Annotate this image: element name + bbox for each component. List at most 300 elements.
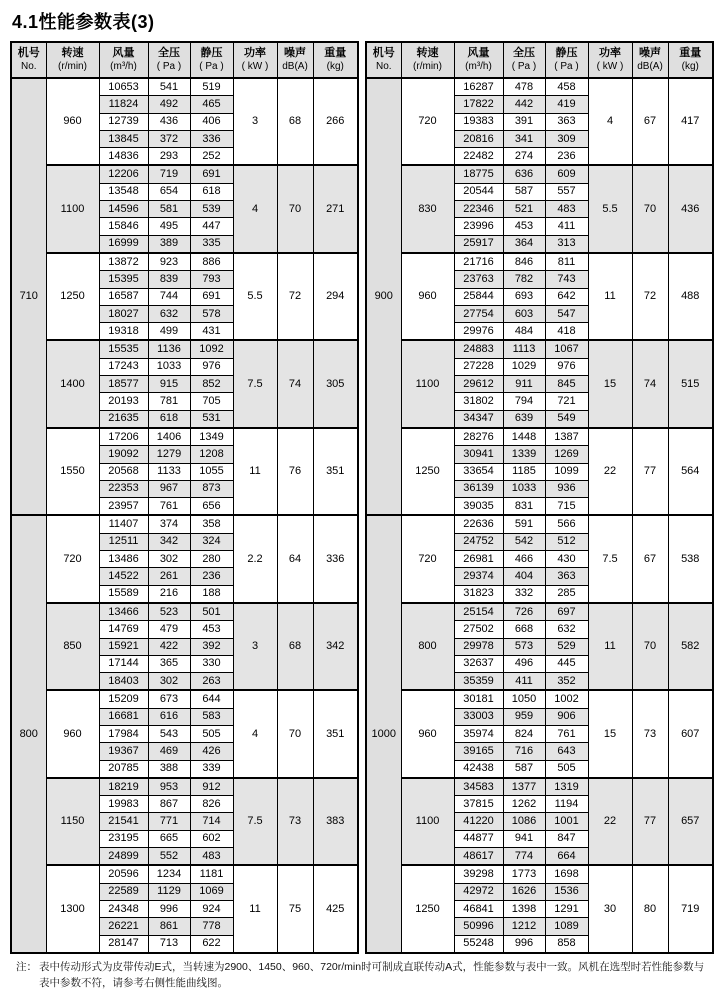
airflow-cell: 35974 xyxy=(454,725,503,742)
airflow-cell: 25154 xyxy=(454,603,503,621)
static-pressure-cell: 483 xyxy=(190,848,233,866)
static-pressure-cell: 411 xyxy=(545,218,588,235)
total-pressure-cell: 1262 xyxy=(503,796,545,813)
static-pressure-cell: 656 xyxy=(190,498,233,516)
table-body xyxy=(366,78,713,953)
airflow-cell: 34347 xyxy=(454,410,503,428)
total-pressure-cell: 1234 xyxy=(148,865,190,883)
static-pressure-cell: 912 xyxy=(190,778,233,796)
column-unit: (r/min) xyxy=(58,61,87,73)
total-pressure-cell: 1398 xyxy=(503,900,545,917)
table-row xyxy=(366,603,713,621)
airflow-cell: 29976 xyxy=(454,323,503,341)
airflow-cell: 33003 xyxy=(454,708,503,725)
static-pressure-cell: 811 xyxy=(545,253,588,271)
static-pressure-cell: 622 xyxy=(190,935,233,953)
power-cell: 3 xyxy=(233,78,277,165)
column-unit: dB(A) xyxy=(637,61,663,73)
column-name: 风量 xyxy=(467,47,490,60)
column-header-1 xyxy=(401,42,454,78)
total-pressure-cell: 1029 xyxy=(503,358,545,375)
column-name: 机号 xyxy=(17,47,40,60)
power-cell: 7.5 xyxy=(233,778,277,865)
total-pressure-cell: 967 xyxy=(148,480,190,497)
table-row xyxy=(11,253,358,271)
airflow-cell: 23996 xyxy=(454,218,503,235)
power-cell: 11 xyxy=(588,603,632,690)
noise-cell: 80 xyxy=(632,865,668,952)
total-pressure-cell: 861 xyxy=(148,918,190,935)
static-pressure-cell: 336 xyxy=(190,130,233,147)
total-pressure-cell: 632 xyxy=(148,305,190,322)
total-pressure-cell: 469 xyxy=(148,743,190,760)
total-pressure-cell: 846 xyxy=(503,253,545,271)
power-cell: 30 xyxy=(588,865,632,952)
total-pressure-cell: 302 xyxy=(148,673,190,691)
static-pressure-cell: 1002 xyxy=(545,690,588,708)
airflow-cell: 28147 xyxy=(99,935,148,953)
airflow-cell: 19983 xyxy=(99,796,148,813)
column-header-0 xyxy=(11,42,46,78)
static-pressure-cell: 358 xyxy=(190,515,233,533)
airflow-cell: 27754 xyxy=(454,305,503,322)
airflow-cell: 35359 xyxy=(454,673,503,691)
total-pressure-cell: 603 xyxy=(503,305,545,322)
static-pressure-cell: 352 xyxy=(545,673,588,691)
speed-cell: 960 xyxy=(46,78,99,165)
weight-cell: 436 xyxy=(668,165,713,252)
airflow-cell: 42972 xyxy=(454,883,503,900)
airflow-cell: 21716 xyxy=(454,253,503,271)
column-unit: ( Pa ) xyxy=(156,61,182,73)
static-pressure-cell: 1194 xyxy=(545,796,588,813)
total-pressure-cell: 542 xyxy=(503,533,545,550)
total-pressure-cell: 1212 xyxy=(503,918,545,935)
static-pressure-cell: 1269 xyxy=(545,446,588,463)
total-pressure-cell: 422 xyxy=(148,638,190,655)
airflow-cell: 32637 xyxy=(454,655,503,672)
column-name: 功率 xyxy=(599,47,621,60)
noise-cell: 68 xyxy=(277,78,313,165)
static-pressure-cell: 873 xyxy=(190,480,233,497)
airflow-cell: 11407 xyxy=(99,515,148,533)
column-name: 重量 xyxy=(679,47,702,60)
total-pressure-cell: 216 xyxy=(148,585,190,603)
total-pressure-cell: 618 xyxy=(148,410,190,428)
power-cell: 2.2 xyxy=(233,515,277,602)
total-pressure-cell: 436 xyxy=(148,113,190,130)
table-header xyxy=(366,42,713,78)
airflow-cell: 16681 xyxy=(99,708,148,725)
speed-cell: 720 xyxy=(401,78,454,165)
airflow-cell: 55248 xyxy=(454,935,503,953)
airflow-cell: 20785 xyxy=(99,760,148,778)
airflow-cell: 50996 xyxy=(454,918,503,935)
total-pressure-cell: 411 xyxy=(503,673,545,691)
noise-cell: 74 xyxy=(277,340,313,427)
total-pressure-cell: 616 xyxy=(148,708,190,725)
airflow-cell: 22346 xyxy=(454,201,503,218)
total-pressure-cell: 771 xyxy=(148,813,190,830)
airflow-cell: 14769 xyxy=(99,621,148,638)
airflow-cell: 15921 xyxy=(99,638,148,655)
static-pressure-cell: 1536 xyxy=(545,883,588,900)
table-row xyxy=(11,603,358,621)
static-pressure-cell: 505 xyxy=(190,725,233,742)
table-header xyxy=(11,42,358,78)
column-header-3 xyxy=(148,42,190,78)
static-pressure-cell: 793 xyxy=(190,271,233,288)
static-pressure-cell: 549 xyxy=(545,410,588,428)
footnote xyxy=(16,959,708,991)
total-pressure-cell: 1448 xyxy=(503,428,545,446)
noise-cell: 70 xyxy=(277,690,313,777)
power-cell: 7.5 xyxy=(588,515,632,602)
total-pressure-cell: 941 xyxy=(503,830,545,847)
power-cell: 5.5 xyxy=(233,253,277,340)
noise-cell: 76 xyxy=(277,428,313,515)
footnote-text: 表中传动形式为皮带传动E式，当转速为2900、1450、960、720r/min时可制成直联传动A式，性能参数与表中一致。风机在选型时若性能参数与表中参数不符，请参考右侧性能曲线图。 xyxy=(39,960,705,990)
airflow-cell: 13486 xyxy=(99,551,148,568)
weight-cell: 657 xyxy=(668,778,713,865)
power-cell: 3 xyxy=(233,603,277,690)
total-pressure-cell: 781 xyxy=(148,393,190,410)
static-pressure-cell: 539 xyxy=(190,201,233,218)
total-pressure-cell: 552 xyxy=(148,848,190,866)
total-pressure-cell: 839 xyxy=(148,271,190,288)
airflow-cell: 27228 xyxy=(454,358,503,375)
speed-cell: 960 xyxy=(401,253,454,340)
static-pressure-cell: 309 xyxy=(545,130,588,147)
total-pressure-cell: 1033 xyxy=(503,480,545,497)
airflow-cell: 16587 xyxy=(99,288,148,305)
column-unit: dB(A) xyxy=(282,61,308,73)
total-pressure-cell: 587 xyxy=(503,760,545,778)
speed-cell: 1250 xyxy=(401,865,454,952)
airflow-cell: 39035 xyxy=(454,498,503,516)
total-pressure-cell: 1406 xyxy=(148,428,190,446)
airflow-cell: 21541 xyxy=(99,813,148,830)
airflow-cell: 17243 xyxy=(99,358,148,375)
airflow-cell: 23763 xyxy=(454,271,503,288)
airflow-cell: 20596 xyxy=(99,865,148,883)
column-header-3 xyxy=(503,42,545,78)
power-cell: 4 xyxy=(233,690,277,777)
column-name: 转速 xyxy=(61,47,84,60)
noise-cell: 72 xyxy=(632,253,668,340)
total-pressure-cell: 665 xyxy=(148,830,190,847)
noise-cell: 74 xyxy=(632,340,668,427)
column-unit: (kg) xyxy=(681,61,699,73)
static-pressure-cell: 924 xyxy=(190,900,233,917)
static-pressure-cell: 906 xyxy=(545,708,588,725)
static-pressure-cell: 447 xyxy=(190,218,233,235)
weight-cell: 383 xyxy=(313,778,358,865)
total-pressure-cell: 1339 xyxy=(503,446,545,463)
total-pressure-cell: 719 xyxy=(148,165,190,183)
airflow-cell: 41220 xyxy=(454,813,503,830)
table-row xyxy=(11,428,358,446)
airflow-cell: 29978 xyxy=(454,638,503,655)
total-pressure-cell: 1113 xyxy=(503,340,545,358)
static-pressure-cell: 406 xyxy=(190,113,233,130)
airflow-cell: 27502 xyxy=(454,621,503,638)
total-pressure-cell: 1086 xyxy=(503,813,545,830)
total-pressure-cell: 484 xyxy=(503,323,545,341)
airflow-cell: 13548 xyxy=(99,183,148,200)
airflow-cell: 22636 xyxy=(454,515,503,533)
static-pressure-cell: 236 xyxy=(190,568,233,585)
speed-cell: 1150 xyxy=(46,778,99,865)
static-pressure-cell: 778 xyxy=(190,918,233,935)
performance-table-right xyxy=(365,41,714,954)
column-name: 噪声 xyxy=(639,47,661,60)
total-pressure-cell: 1133 xyxy=(148,463,190,480)
static-pressure-cell: 426 xyxy=(190,743,233,760)
speed-cell: 830 xyxy=(401,165,454,252)
speed-cell: 1100 xyxy=(46,165,99,252)
airflow-cell: 15395 xyxy=(99,271,148,288)
airflow-cell: 14596 xyxy=(99,201,148,218)
airflow-cell: 24348 xyxy=(99,900,148,917)
performance-table-left xyxy=(10,41,359,954)
airflow-cell: 18219 xyxy=(99,778,148,796)
total-pressure-cell: 654 xyxy=(148,183,190,200)
header-row xyxy=(11,42,358,78)
column-header-0 xyxy=(366,42,401,78)
power-cell: 22 xyxy=(588,778,632,865)
static-pressure-cell: 618 xyxy=(190,183,233,200)
power-cell: 11 xyxy=(233,865,277,952)
total-pressure-cell: 713 xyxy=(148,935,190,953)
static-pressure-cell: 1349 xyxy=(190,428,233,446)
airflow-cell: 33654 xyxy=(454,463,503,480)
airflow-cell: 15535 xyxy=(99,340,148,358)
weight-cell: 582 xyxy=(668,603,713,690)
weight-cell: 538 xyxy=(668,515,713,602)
total-pressure-cell: 1033 xyxy=(148,358,190,375)
total-pressure-cell: 341 xyxy=(503,130,545,147)
airflow-cell: 22353 xyxy=(99,480,148,497)
weight-cell: 417 xyxy=(668,78,713,165)
noise-cell: 77 xyxy=(632,778,668,865)
total-pressure-cell: 923 xyxy=(148,253,190,271)
total-pressure-cell: 716 xyxy=(503,743,545,760)
total-pressure-cell: 639 xyxy=(503,410,545,428)
total-pressure-cell: 391 xyxy=(503,113,545,130)
airflow-cell: 13872 xyxy=(99,253,148,271)
total-pressure-cell: 774 xyxy=(503,848,545,866)
total-pressure-cell: 453 xyxy=(503,218,545,235)
airflow-cell: 15846 xyxy=(99,218,148,235)
table-row xyxy=(366,253,713,271)
airflow-cell: 12206 xyxy=(99,165,148,183)
power-cell: 4 xyxy=(588,78,632,165)
total-pressure-cell: 959 xyxy=(503,708,545,725)
weight-cell: 336 xyxy=(313,515,358,602)
airflow-cell: 19383 xyxy=(454,113,503,130)
static-pressure-cell: 609 xyxy=(545,165,588,183)
static-pressure-cell: 1181 xyxy=(190,865,233,883)
speed-cell: 1400 xyxy=(46,340,99,427)
static-pressure-cell: 419 xyxy=(545,96,588,113)
static-pressure-cell: 335 xyxy=(190,235,233,253)
static-pressure-cell: 705 xyxy=(190,393,233,410)
total-pressure-cell: 1773 xyxy=(503,865,545,883)
speed-cell: 850 xyxy=(46,603,99,690)
airflow-cell: 15209 xyxy=(99,690,148,708)
column-header-2 xyxy=(454,42,503,78)
weight-cell: 351 xyxy=(313,690,358,777)
total-pressure-cell: 523 xyxy=(148,603,190,621)
power-cell: 4 xyxy=(233,165,277,252)
total-pressure-cell: 744 xyxy=(148,288,190,305)
static-pressure-cell: 1089 xyxy=(545,918,588,935)
static-pressure-cell: 761 xyxy=(545,725,588,742)
total-pressure-cell: 374 xyxy=(148,515,190,533)
power-cell: 15 xyxy=(588,340,632,427)
total-pressure-cell: 302 xyxy=(148,551,190,568)
column-unit: (m³/h) xyxy=(110,61,137,73)
total-pressure-cell: 573 xyxy=(503,638,545,655)
airflow-cell: 15589 xyxy=(99,585,148,603)
static-pressure-cell: 1055 xyxy=(190,463,233,480)
noise-cell: 73 xyxy=(632,690,668,777)
total-pressure-cell: 543 xyxy=(148,725,190,742)
airflow-cell: 29612 xyxy=(454,376,503,393)
weight-cell: 719 xyxy=(668,865,713,952)
total-pressure-cell: 479 xyxy=(148,621,190,638)
airflow-cell: 29374 xyxy=(454,568,503,585)
speed-cell: 960 xyxy=(46,690,99,777)
airflow-cell: 14522 xyxy=(99,568,148,585)
airflow-cell: 30181 xyxy=(454,690,503,708)
total-pressure-cell: 492 xyxy=(148,96,190,113)
static-pressure-cell: 714 xyxy=(190,813,233,830)
airflow-cell: 20544 xyxy=(454,183,503,200)
airflow-cell: 17206 xyxy=(99,428,148,446)
column-name: 静压 xyxy=(200,47,223,60)
weight-cell: 266 xyxy=(313,78,358,165)
weight-cell: 294 xyxy=(313,253,358,340)
weight-cell: 271 xyxy=(313,165,358,252)
airflow-cell: 39298 xyxy=(454,865,503,883)
speed-cell: 800 xyxy=(401,603,454,690)
airflow-cell: 23195 xyxy=(99,830,148,847)
total-pressure-cell: 953 xyxy=(148,778,190,796)
airflow-cell: 19367 xyxy=(99,743,148,760)
static-pressure-cell: 557 xyxy=(545,183,588,200)
airflow-cell: 21635 xyxy=(99,410,148,428)
column-header-4 xyxy=(190,42,233,78)
column-header-6 xyxy=(632,42,668,78)
table-row xyxy=(366,515,713,533)
table-row xyxy=(11,865,358,883)
static-pressure-cell: 1208 xyxy=(190,446,233,463)
static-pressure-cell: 886 xyxy=(190,253,233,271)
total-pressure-cell: 404 xyxy=(503,568,545,585)
table-body xyxy=(11,78,358,953)
total-pressure-cell: 1050 xyxy=(503,690,545,708)
weight-cell: 342 xyxy=(313,603,358,690)
total-pressure-cell: 867 xyxy=(148,796,190,813)
column-unit: ( Pa ) xyxy=(511,61,537,73)
column-name: 重量 xyxy=(324,47,347,60)
airflow-cell: 46841 xyxy=(454,900,503,917)
static-pressure-cell: 691 xyxy=(190,165,233,183)
column-header-5 xyxy=(233,42,277,78)
static-pressure-cell: 313 xyxy=(545,235,588,253)
page-title: 4.1性能参数表(3) xyxy=(12,12,155,32)
total-pressure-cell: 761 xyxy=(148,498,190,516)
static-pressure-cell: 1069 xyxy=(190,883,233,900)
static-pressure-cell: 721 xyxy=(545,393,588,410)
column-unit: ( Pa ) xyxy=(199,61,224,73)
airflow-cell: 24752 xyxy=(454,533,503,550)
static-pressure-cell: 453 xyxy=(190,621,233,638)
static-pressure-cell: 252 xyxy=(190,148,233,166)
total-pressure-cell: 499 xyxy=(148,323,190,341)
power-cell: 22 xyxy=(588,428,632,515)
table-row xyxy=(11,515,358,533)
total-pressure-cell: 388 xyxy=(148,760,190,778)
static-pressure-cell: 431 xyxy=(190,323,233,341)
airflow-cell: 31823 xyxy=(454,585,503,603)
column-name: 功率 xyxy=(244,47,266,60)
static-pressure-cell: 697 xyxy=(545,603,588,621)
total-pressure-cell: 372 xyxy=(148,130,190,147)
airflow-cell: 18577 xyxy=(99,376,148,393)
airflow-cell: 24883 xyxy=(454,340,503,358)
static-pressure-cell: 1319 xyxy=(545,778,588,796)
machine-no-cell: 900 xyxy=(366,78,401,515)
static-pressure-cell: 632 xyxy=(545,621,588,638)
noise-cell: 70 xyxy=(632,603,668,690)
airflow-cell: 26221 xyxy=(99,918,148,935)
column-name: 全压 xyxy=(513,47,535,60)
power-cell: 11 xyxy=(233,428,277,515)
total-pressure-cell: 541 xyxy=(148,78,190,96)
total-pressure-cell: 591 xyxy=(503,515,545,533)
static-pressure-cell: 465 xyxy=(190,96,233,113)
static-pressure-cell: 858 xyxy=(545,935,588,953)
airflow-cell: 17984 xyxy=(99,725,148,742)
column-name: 噪声 xyxy=(284,47,306,60)
airflow-cell: 36139 xyxy=(454,480,503,497)
header-row xyxy=(366,42,713,78)
static-pressure-cell: 529 xyxy=(545,638,588,655)
total-pressure-cell: 293 xyxy=(148,148,190,166)
column-unit: (m³/h) xyxy=(465,61,492,73)
static-pressure-cell: 578 xyxy=(190,305,233,322)
total-pressure-cell: 521 xyxy=(503,201,545,218)
weight-cell: 607 xyxy=(668,690,713,777)
total-pressure-cell: 496 xyxy=(503,655,545,672)
weight-cell: 425 xyxy=(313,865,358,952)
table-row xyxy=(11,78,358,96)
column-name: 风量 xyxy=(112,47,135,60)
column-unit: ( Pa ) xyxy=(554,61,579,73)
power-cell: 7.5 xyxy=(233,340,277,427)
column-header-7 xyxy=(313,42,358,78)
static-pressure-cell: 826 xyxy=(190,796,233,813)
airflow-cell: 20816 xyxy=(454,130,503,147)
static-pressure-cell: 976 xyxy=(545,358,588,375)
static-pressure-cell: 512 xyxy=(545,533,588,550)
noise-cell: 70 xyxy=(632,165,668,252)
noise-cell: 64 xyxy=(277,515,313,602)
total-pressure-cell: 668 xyxy=(503,621,545,638)
